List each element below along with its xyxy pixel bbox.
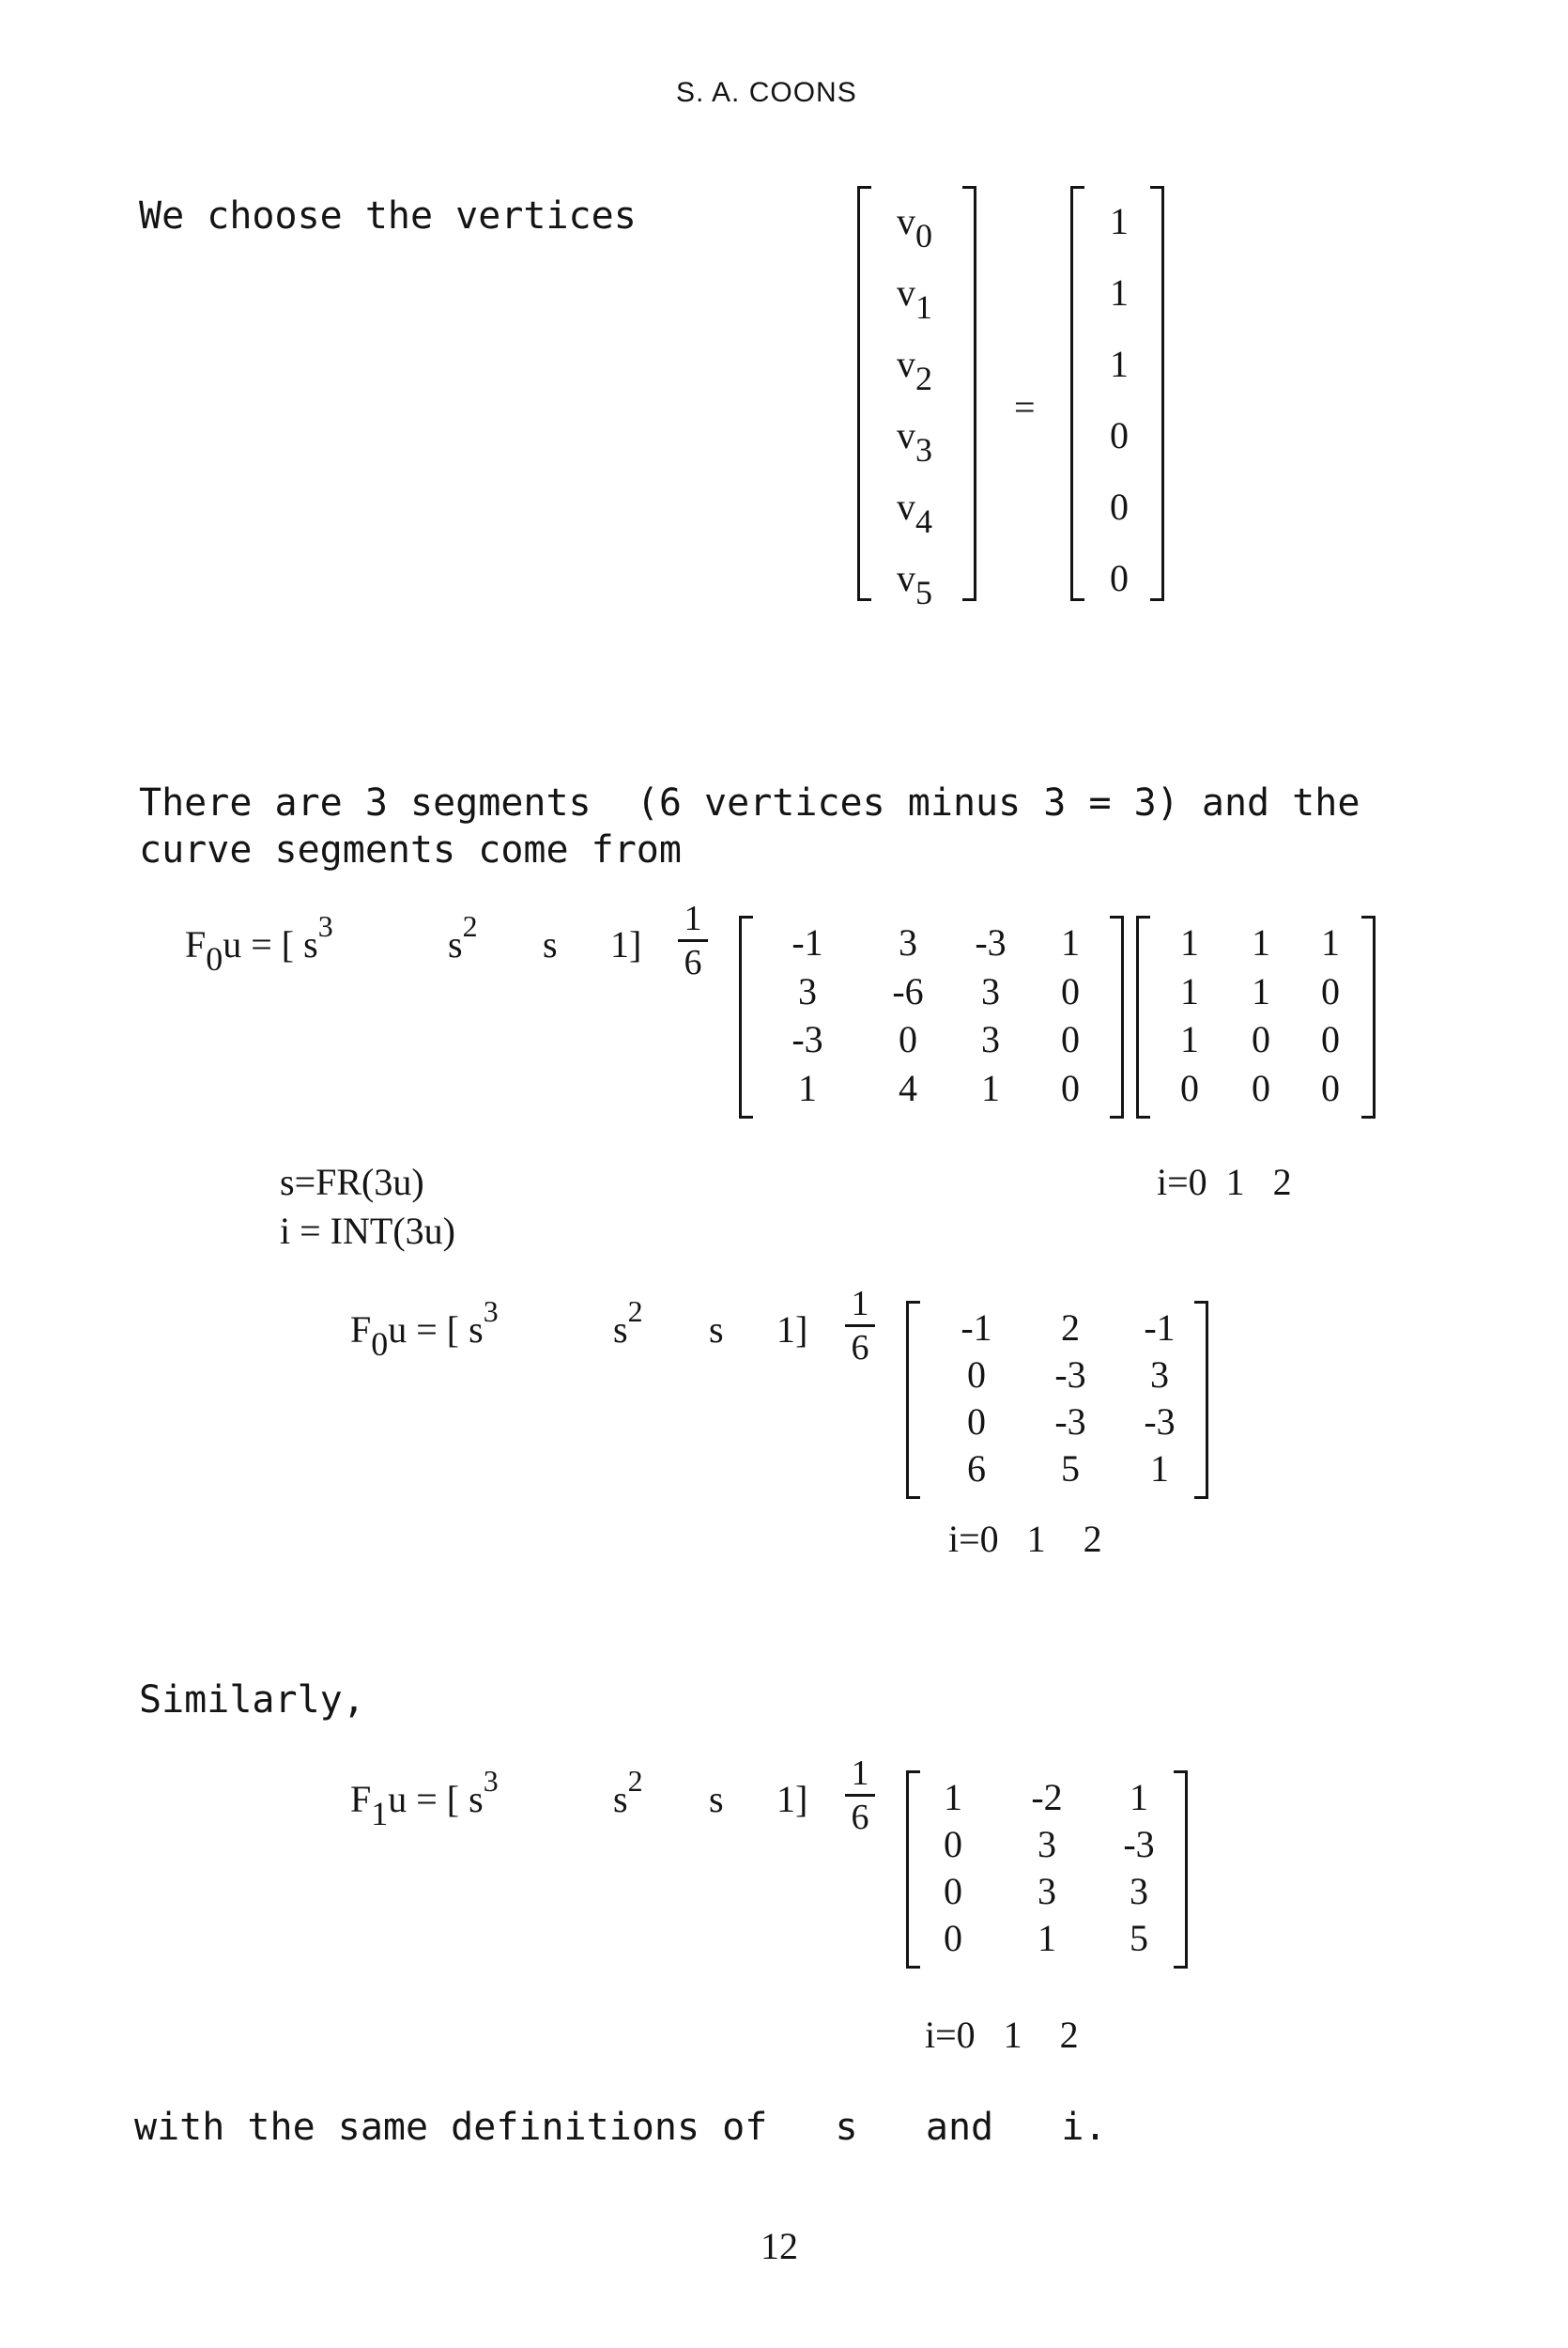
matrix-cell: 0 [944, 1870, 962, 1912]
eq1-s2: $s^2$ [448, 909, 478, 965]
matrix-cell: 0 [1321, 970, 1340, 1012]
matrix-cell: -1 [792, 921, 823, 964]
matrix-cell: 3 [981, 1018, 1000, 1060]
matrix-cell: 0 [1252, 1018, 1270, 1060]
eq2-lhs: F0u = [ $s^3$ [350, 1294, 499, 1363]
matrix-cell: 3 [1130, 1870, 1148, 1912]
eq3-one: 1] [776, 1778, 808, 1820]
matrix-cell: 1 [944, 1776, 962, 1818]
matrix-cell: 3 [1150, 1353, 1169, 1396]
eq2-s1: s [709, 1308, 724, 1351]
eq2-fraction: 1 6 [845, 1285, 875, 1367]
matrix-cell: -3 [1054, 1353, 1086, 1396]
matrix-cell: 3 [798, 970, 817, 1012]
right-bracket [1150, 186, 1164, 601]
matrix-cell: 1 [1150, 1447, 1169, 1490]
index-label: i=0 1 2 [948, 1518, 1102, 1560]
eq1-s1: s [543, 923, 558, 965]
matrix-cell: 0 [899, 1018, 917, 1060]
matrix-cell: -1 [961, 1306, 992, 1349]
eq3-s1: s [709, 1778, 724, 1820]
vector-value: 1 [1110, 271, 1129, 314]
vector-value: 0 [1110, 414, 1129, 456]
vertex-name: v3 [897, 414, 932, 469]
matrix-cell: -1 [1144, 1306, 1176, 1349]
eq1-fraction: 1 6 [678, 900, 708, 981]
matrix-cell: -3 [1144, 1400, 1176, 1443]
eq3-lhs: F1u = [ $s^3$ [350, 1764, 499, 1832]
matrix-cell: 3 [899, 921, 917, 964]
segments-text-line2: curve segments come from [139, 828, 682, 872]
matrix-cell: 0 [967, 1400, 986, 1443]
definition-s: s=FR(3u) [280, 1161, 424, 1203]
matrix-cell: -2 [1031, 1776, 1063, 1818]
intro-text: We choose the vertices [139, 194, 637, 238]
matrix-cell: -3 [1054, 1400, 1086, 1443]
matrix-cell: 0 [1061, 1067, 1080, 1109]
matrix-cell: 0 [1321, 1018, 1340, 1060]
right-bracket [962, 186, 976, 601]
matrix-cell: 1 [1180, 970, 1199, 1012]
vector-value: 1 [1110, 200, 1129, 242]
matrix-cell: 1 [1252, 970, 1270, 1012]
matrix-cell: 0 [944, 1823, 962, 1865]
matrix-cell: 5 [1130, 1917, 1148, 1959]
matrix-cell: 0 [1252, 1067, 1270, 1109]
definition-i: i = INT(3u) [280, 1210, 455, 1252]
matrix-cell: 3 [1038, 1870, 1056, 1912]
matrix-cell: 4 [899, 1067, 917, 1109]
matrix-cell: -3 [1123, 1823, 1155, 1865]
vector-value: 0 [1110, 486, 1129, 528]
equals-sign: = [1014, 386, 1036, 428]
vertex-name: v4 [897, 486, 932, 540]
left-bracket [857, 186, 871, 601]
matrix-cell: 3 [1038, 1823, 1056, 1865]
matrix-cell: 0 [1180, 1067, 1199, 1109]
matrix-cell: -3 [792, 1018, 823, 1060]
matrix-cell: -6 [892, 970, 924, 1012]
vertex-name: v5 [897, 557, 932, 611]
index-label: i=0 1 2 [925, 2014, 1079, 2056]
running-header: S. A. COONS [676, 77, 857, 108]
matrix-cell: 1 [1038, 1917, 1056, 1959]
left-bracket [1070, 186, 1084, 601]
eq3-fraction: 1 6 [845, 1754, 875, 1836]
index-label: i=0 1 2 [1157, 1161, 1292, 1203]
matrix-cell: 1 [1180, 1018, 1199, 1060]
matrix-cell: 1 [1252, 921, 1270, 964]
matrix-cell: 6 [967, 1447, 986, 1490]
vector-value: 0 [1110, 557, 1129, 599]
vertex-name: v0 [897, 200, 932, 255]
similarly-text: Similarly, [139, 1678, 365, 1722]
eq2-s2: $s^2$ [613, 1294, 643, 1351]
matrix-cell: 2 [1061, 1306, 1080, 1349]
matrix-cell: 0 [1061, 1018, 1080, 1060]
eq3-s2: $s^2$ [613, 1764, 643, 1820]
vertex-name: v2 [897, 343, 932, 397]
left-bracket [739, 916, 753, 1119]
closing-text: with the same definitions of s and i. [134, 2106, 1107, 2149]
matrix-cell: 1 [1321, 921, 1340, 964]
left-bracket [906, 1301, 920, 1499]
matrix-cell: 1 [1061, 921, 1080, 964]
matrix-cell: 1 [1180, 921, 1199, 964]
page-number: 12 [761, 2225, 798, 2267]
eq2-one: 1] [776, 1308, 808, 1351]
eq1-one: 1] [610, 923, 642, 965]
matrix-cell: 0 [1321, 1067, 1340, 1109]
eq1-lhs: F0u = [ $s^3$ [185, 909, 333, 978]
matrix-cell: 0 [1061, 970, 1080, 1012]
segments-text-line1: There are 3 segments (6 vertices minus 3 = 3) and the [139, 781, 1360, 825]
matrix-cell: 1 [798, 1067, 817, 1109]
matrix-cell: 1 [1130, 1776, 1148, 1818]
vector-value: 1 [1110, 343, 1129, 385]
matrix-cell: -3 [975, 921, 1007, 964]
matrix-cell: 0 [944, 1917, 962, 1959]
matrix-cell: 1 [981, 1067, 1000, 1109]
matrix-cell: 3 [981, 970, 1000, 1012]
matrix-cell: 5 [1061, 1447, 1080, 1490]
matrix-cell: 0 [967, 1353, 986, 1396]
vertex-name: v1 [897, 271, 932, 326]
